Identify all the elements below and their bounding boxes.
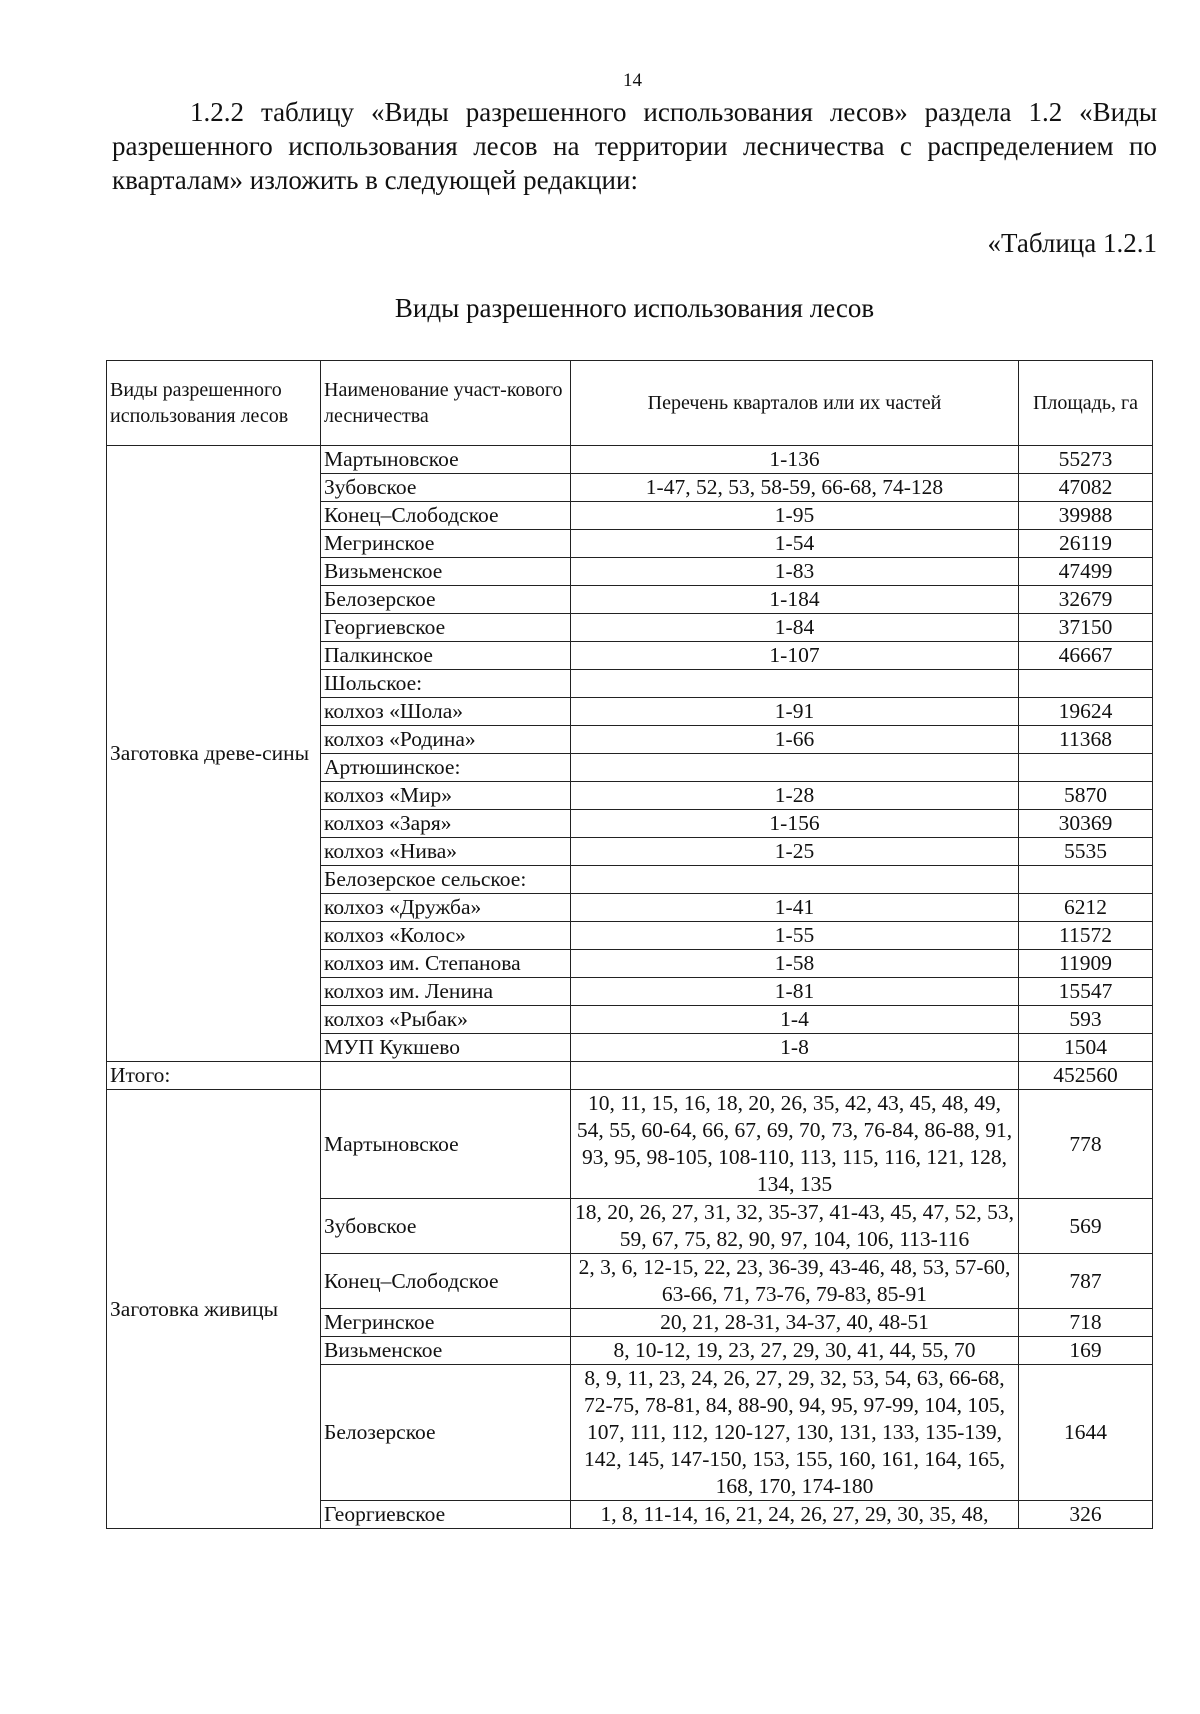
- area-cell: 30369: [1019, 810, 1153, 838]
- quarters-cell: 8, 9, 11, 23, 24, 26, 27, 29, 32, 53, 54, 63, 66-68, 72-75, 78-81, 84, 88-90, 94, 95, 97-99, 104, 105, 107, 111, 112, 120-127, 130, 131, 133, 135-139, 142, 145, 147-150, 153, 155, 160, 161, 164, 165, 168, 170, 174-180: [571, 1365, 1019, 1501]
- quarters-cell: 18, 20, 26, 27, 31, 32, 35-37, 41-43, 45, 47, 52, 53, 59, 67, 75, 82, 90, 97, 104, 106, 113-116: [571, 1199, 1019, 1254]
- forestry-name-cell: Георгиевское: [321, 614, 571, 642]
- table-row: [107, 1090, 1153, 1199]
- table-title: Виды разрешенного использования лесов: [394, 293, 875, 323]
- quarters-cell: 1, 8, 11-14, 16, 21, 24, 26, 27, 29, 30, 35, 48,: [571, 1501, 1019, 1529]
- total-empty-cell: [571, 1062, 1019, 1090]
- quarters-cell: 1-41: [571, 894, 1019, 922]
- forestry-name-cell: Визьменское: [321, 558, 571, 586]
- area-cell: 718: [1019, 1309, 1153, 1337]
- forestry-name-cell: Конец–Слободское: [321, 502, 571, 530]
- header-area: Площадь, га: [1019, 361, 1153, 446]
- area-cell: 47082: [1019, 474, 1153, 502]
- table-row: [107, 446, 1153, 474]
- use-kind-cell: Заготовка живицы: [107, 1090, 321, 1529]
- quarters-cell: [571, 670, 1019, 698]
- total-row: [107, 1062, 1153, 1090]
- table-header-row: [107, 361, 1153, 446]
- forestry-name-cell: колхоз «Родина»: [321, 726, 571, 754]
- area-cell: 6212: [1019, 894, 1153, 922]
- header-quarters: Перечень кварталов или их частей: [571, 361, 1019, 446]
- quarters-cell: 1-83: [571, 558, 1019, 586]
- forestry-name-cell: колхоз «Рыбак»: [321, 1006, 571, 1034]
- total-empty-cell: [321, 1062, 571, 1090]
- quarters-cell: 1-55: [571, 922, 1019, 950]
- quarters-cell: 1-28: [571, 782, 1019, 810]
- quarters-cell: 1-47, 52, 53, 58-59, 66-68, 74-128: [571, 474, 1019, 502]
- area-cell: 11572: [1019, 922, 1153, 950]
- area-cell: 778: [1019, 1090, 1153, 1199]
- forestry-name-cell: Палкинское: [321, 642, 571, 670]
- forestry-name-cell: МУП Кукшево: [321, 1034, 571, 1062]
- forestry-name-cell: Зубовское: [321, 1199, 571, 1254]
- quarters-cell: 1-66: [571, 726, 1019, 754]
- area-cell: 26119: [1019, 530, 1153, 558]
- area-cell: [1019, 754, 1153, 782]
- area-cell: 1504: [1019, 1034, 1153, 1062]
- forestry-name-cell: Конец–Слободское: [321, 1254, 571, 1309]
- area-cell: 37150: [1019, 614, 1153, 642]
- forestry-name-cell: Белозерское сельское:: [321, 866, 571, 894]
- forestry-name-cell: Артюшинское:: [321, 754, 571, 782]
- page-number: 14: [623, 70, 642, 91]
- forestry-name-cell: Белозерское: [321, 586, 571, 614]
- header-kind: Виды разрешенного использования лесов: [107, 361, 321, 446]
- quarters-cell: 1-58: [571, 950, 1019, 978]
- forestry-name-cell: колхоз им. Ленина: [321, 978, 571, 1006]
- area-cell: 5535: [1019, 838, 1153, 866]
- header-forestry: Наименование участ-кового лесничества: [321, 361, 571, 446]
- forestry-name-cell: Мартыновское: [321, 446, 571, 474]
- table-reference: «Таблица 1.2.1: [987, 228, 1157, 258]
- forestry-name-cell: Мартыновское: [321, 1090, 571, 1199]
- forestry-name-cell: колхоз «Колос»: [321, 922, 571, 950]
- area-cell: 11909: [1019, 950, 1153, 978]
- area-cell: 46667: [1019, 642, 1153, 670]
- quarters-cell: 1-95: [571, 502, 1019, 530]
- quarters-cell: 2, 3, 6, 12-15, 22, 23, 36-39, 43-46, 48, 53, 57-60, 63-66, 71, 73-76, 79-83, 85-91: [571, 1254, 1019, 1309]
- quarters-cell: 10, 11, 15, 16, 18, 20, 26, 35, 42, 43, 45, 48, 49, 54, 55, 60-64, 66, 67, 69, 70, 73, 76-84, 86-88, 91, 93, 95, 98-105, 108-110, 113, 115, 116, 121, 128, 134, 135: [571, 1090, 1019, 1199]
- total-area-cell: 452560: [1019, 1062, 1153, 1090]
- area-cell: 169: [1019, 1337, 1153, 1365]
- quarters-cell: 1-81: [571, 978, 1019, 1006]
- forestry-name-cell: колхоз «Дружба»: [321, 894, 571, 922]
- forestry-name-cell: колхоз им. Степанова: [321, 950, 571, 978]
- quarters-cell: 1-184: [571, 586, 1019, 614]
- forestry-name-cell: Мегринское: [321, 530, 571, 558]
- area-cell: 15547: [1019, 978, 1153, 1006]
- forestry-name-cell: колхоз «Мир»: [321, 782, 571, 810]
- forestry-name-cell: Шольское:: [321, 670, 571, 698]
- forestry-name-cell: Мегринское: [321, 1309, 571, 1337]
- area-cell: [1019, 866, 1153, 894]
- forest-use-table: [106, 360, 1153, 1529]
- quarters-cell: 20, 21, 28-31, 34-37, 40, 48-51: [571, 1309, 1019, 1337]
- quarters-cell: [571, 754, 1019, 782]
- area-cell: 593: [1019, 1006, 1153, 1034]
- forestry-name-cell: Георгиевское: [321, 1501, 571, 1529]
- forestry-name-cell: Визьменское: [321, 1337, 571, 1365]
- table-body: [107, 446, 1153, 1529]
- forestry-name-cell: колхоз «Нива»: [321, 838, 571, 866]
- forestry-name-cell: Белозерское: [321, 1365, 571, 1501]
- quarters-cell: 1-54: [571, 530, 1019, 558]
- forestry-name-cell: колхоз «Шола»: [321, 698, 571, 726]
- area-cell: 787: [1019, 1254, 1153, 1309]
- area-cell: 32679: [1019, 586, 1153, 614]
- quarters-cell: 1-136: [571, 446, 1019, 474]
- quarters-cell: 8, 10-12, 19, 23, 27, 29, 30, 41, 44, 55, 70: [571, 1337, 1019, 1365]
- area-cell: 39988: [1019, 502, 1153, 530]
- quarters-cell: 1-25: [571, 838, 1019, 866]
- total-label-cell: Итого:: [107, 1062, 321, 1090]
- quarters-cell: 1-84: [571, 614, 1019, 642]
- quarters-cell: 1-4: [571, 1006, 1019, 1034]
- area-cell: 326: [1019, 1501, 1153, 1529]
- forestry-name-cell: колхоз «Заря»: [321, 810, 571, 838]
- intro-paragraph: 1.2.2 таблицу «Виды разрешенного использования лесов» раздела 1.2 «Виды разрешенного использования лесов на территории лесничества с распределением по кварталам» изложить в следующей редакции:: [112, 97, 1157, 195]
- area-cell: 55273: [1019, 446, 1153, 474]
- area-cell: 569: [1019, 1199, 1153, 1254]
- area-cell: [1019, 670, 1153, 698]
- use-kind-cell: Заготовка древе-сины: [107, 446, 321, 1062]
- area-cell: 11368: [1019, 726, 1153, 754]
- quarters-cell: 1-107: [571, 642, 1019, 670]
- area-cell: 1644: [1019, 1365, 1153, 1501]
- area-cell: 19624: [1019, 698, 1153, 726]
- quarters-cell: [571, 866, 1019, 894]
- forestry-name-cell: Зубовское: [321, 474, 571, 502]
- quarters-cell: 1-8: [571, 1034, 1019, 1062]
- area-cell: 5870: [1019, 782, 1153, 810]
- quarters-cell: 1-91: [571, 698, 1019, 726]
- quarters-cell: 1-156: [571, 810, 1019, 838]
- area-cell: 47499: [1019, 558, 1153, 586]
